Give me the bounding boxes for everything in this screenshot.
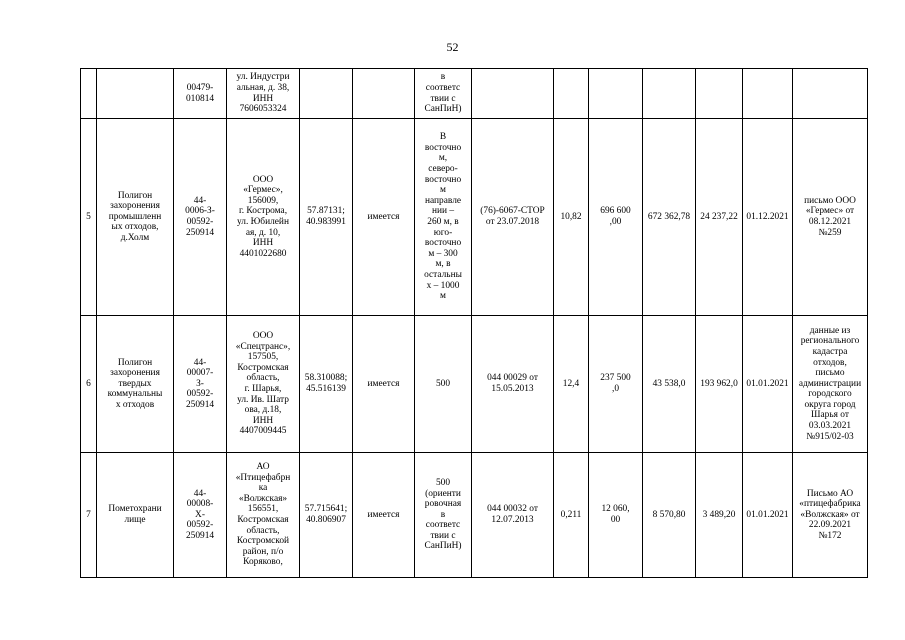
accumulated-cell: 43 538,0 — [643, 316, 696, 453]
area-cell: 0,211 — [554, 453, 589, 578]
license-cell — [353, 69, 415, 119]
facility-name-cell: Полигон захоронения промышленн ых отходов, д.Холм — [97, 119, 174, 316]
facility-name-cell — [97, 69, 174, 119]
table-row — [81, 316, 868, 453]
source-cell: данные из регионального кадастра отходов, письмо администрации городского округа город Шарья от 03.03.2021 №915/02-03 — [793, 316, 868, 453]
accumulated-cell: 672 362,78 — [643, 119, 696, 316]
date-cell: 01.12.2021 — [743, 119, 793, 316]
date-cell — [743, 69, 793, 119]
volume-cell: 12 060, 00 — [589, 453, 643, 578]
volume-cell: 696 600 ,00 — [589, 119, 643, 316]
permit-cell: 044 00032 от 12.07.2013 — [472, 453, 554, 578]
row-number-cell: 6 — [81, 316, 97, 453]
operator-cell: ООО «Спецтранс», 157505, Костромская область, г. Шарья, ул. Ив. Шатр ова, д.18, ИНН 4407009445 — [227, 316, 300, 453]
row-number-cell — [81, 69, 97, 119]
sanitary-zone-cell: в соответс твии с СанПиН) — [415, 69, 472, 119]
row-number-cell: 7 — [81, 453, 97, 578]
sanitary-zone-cell: В восточно м, северо- восточно м направле нии – 260 м, в юго- восточно м – 300 м, в остальны х – 1000 м — [415, 119, 472, 316]
table-row — [81, 119, 868, 316]
remaining-cell: 193 962,0 — [696, 316, 743, 453]
facility-name-cell: Полигон захоронения твердых коммунальны х отходов — [97, 316, 174, 453]
date-cell: 01.01.2021 — [743, 453, 793, 578]
area-cell: 10,82 — [554, 119, 589, 316]
waste-facilities-table — [80, 68, 868, 578]
permit-cell — [472, 69, 554, 119]
source-cell: Письмо АО «птицефабрика «Волжская» от 22.09.2021 №172 — [793, 453, 868, 578]
remaining-cell: 24 237,22 — [696, 119, 743, 316]
coordinates-cell: 58.310088; 45.516139 — [300, 316, 353, 453]
facility-name-cell: Пометохрани лище — [97, 453, 174, 578]
license-cell: имеется — [353, 453, 415, 578]
coordinates-cell: 57.715641; 40.806907 — [300, 453, 353, 578]
remaining-cell: 3 489,20 — [696, 453, 743, 578]
accumulated-cell: 8 570,80 — [643, 453, 696, 578]
sanitary-zone-cell: 500 — [415, 316, 472, 453]
coordinates-cell — [300, 69, 353, 119]
row-number-cell: 5 — [81, 119, 97, 316]
area-cell — [554, 69, 589, 119]
table-row — [81, 453, 868, 578]
permit-cell: (76)-6067-СТОР от 23.07.2018 — [472, 119, 554, 316]
registry-code-cell: 44- 00007- З- 00592- 250914 — [174, 316, 227, 453]
source-cell — [793, 69, 868, 119]
page-number: 52 — [446, 40, 459, 54]
remaining-cell — [696, 69, 743, 119]
operator-cell: ул. Индустри альная, д. 38, ИНН 7606053324 — [227, 69, 300, 119]
permit-cell: 044 00029 от 15.05.2013 — [472, 316, 554, 453]
coordinates-cell: 57.87131; 40.983991 — [300, 119, 353, 316]
sanitary-zone-cell: 500 (ориенти ровочная в соответс твии с СанПиН) — [415, 453, 472, 578]
operator-cell: АО «Птицефабрн ка «Волжская» 156551, Костромская область, Костромской район, п/о Коряково, — [227, 453, 300, 578]
volume-cell — [589, 69, 643, 119]
accumulated-cell — [643, 69, 696, 119]
table-row — [81, 69, 868, 119]
registry-code-cell: 00479- 010814 — [174, 69, 227, 119]
registry-code-cell: 44- 0006-З- 00592- 250914 — [174, 119, 227, 316]
operator-cell: ООО «Гермес», 156009, г. Кострома, ул. Юбилейн ая, д. 10, ИНН 4401022680 — [227, 119, 300, 316]
license-cell: имеется — [353, 119, 415, 316]
license-cell: имеется — [353, 316, 415, 453]
area-cell: 12,4 — [554, 316, 589, 453]
registry-code-cell: 44- 00008- Х- 00592- 250914 — [174, 453, 227, 578]
volume-cell: 237 500 ,0 — [589, 316, 643, 453]
source-cell: письмо ООО «Гермес» от 08.12.2021 №259 — [793, 119, 868, 316]
date-cell: 01.01.2021 — [743, 316, 793, 453]
